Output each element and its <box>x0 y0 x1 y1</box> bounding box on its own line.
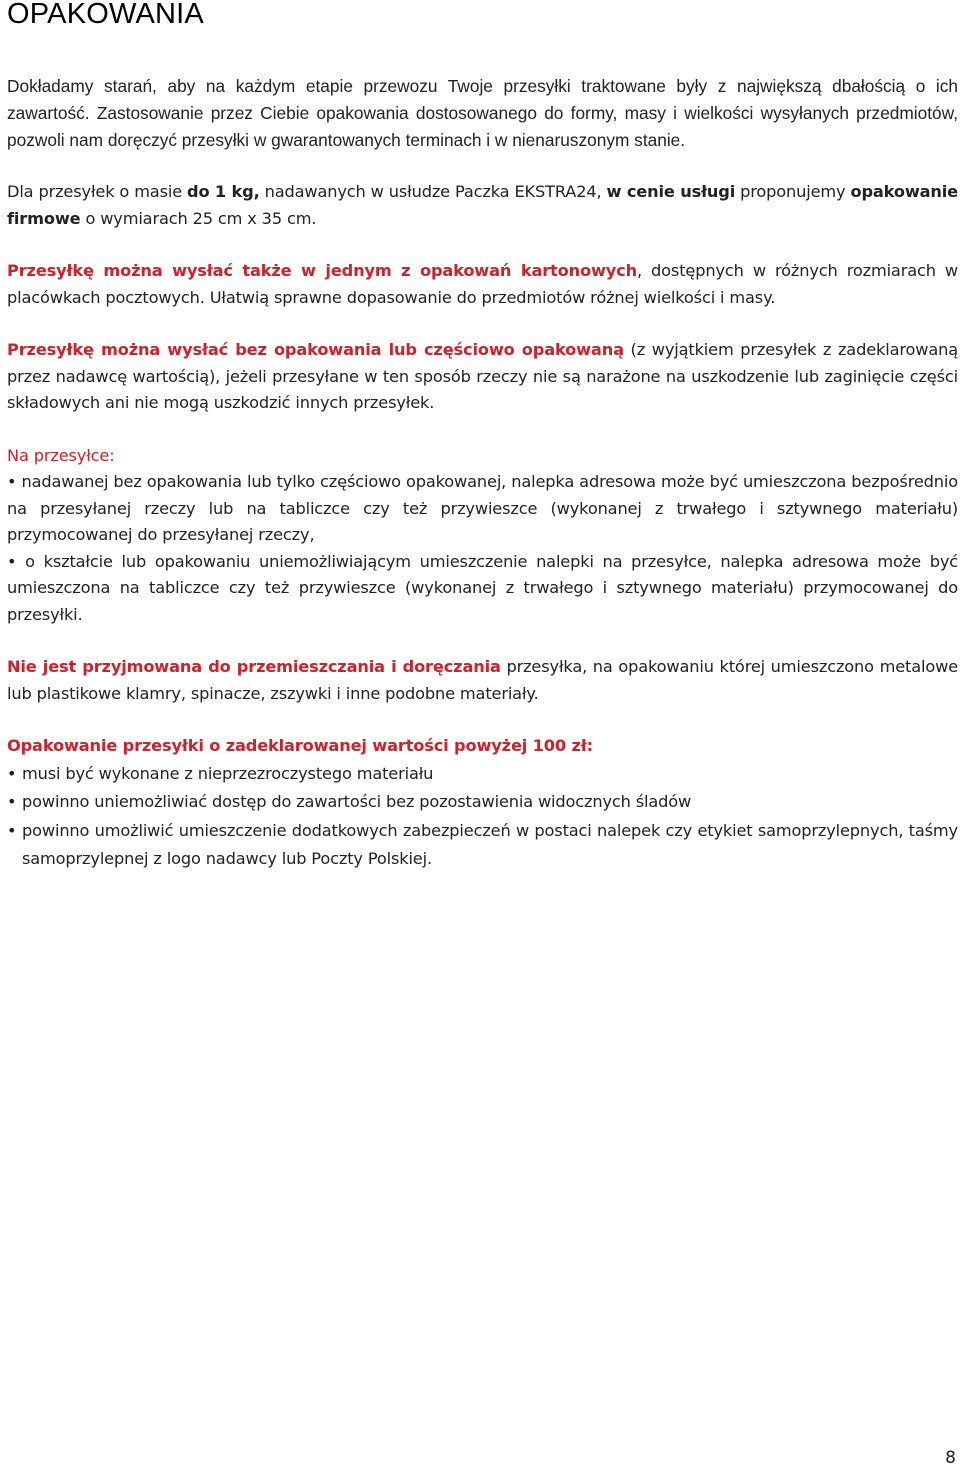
intro-paragraph: Dokładamy starań, aby na każdym etapie przewozu Twoje przesyłki traktowane były z największą dbałością o ich zawartość. Zastosowanie przez Ciebie opakowania dostosowanego do formy, masy i wielkości wysyłanych przedmiotów, pozwoli nam doręczyć przesyłki w gwarantowanych terminach i w nienaruszonym stanie. <box>7 76 958 150</box>
on-parcel-heading: Na przesyłce: <box>7 445 115 465</box>
p1-weight-limit: do 1 kg, <box>187 182 260 201</box>
p5-text: przesyłka, na opakowaniu której umieszczono metalowe lub plastikowe klamry, spinacze, zszywki i inne podobne materiały. <box>7 657 958 703</box>
p3-highlight: Przesyłkę można wysłać bez opakowania lub częściowo opakowaną <box>7 340 624 359</box>
p1-text-3: proponujemy <box>735 182 851 201</box>
page-number: 8 <box>945 1448 956 1468</box>
bullet-icon: • <box>7 820 17 840</box>
bullet-icon: • <box>7 763 17 783</box>
list-item-text: musi być wykonane z nieprzezroczystego materiału <box>22 763 434 783</box>
p1-firm-packaging: opakowanie firmowe <box>7 182 959 228</box>
list-item <box>7 817 958 874</box>
prohibited-paragraph <box>7 654 958 707</box>
declared-value-heading: Opakowanie przesyłki o zadeklarowanej wartości powyżej 100 zł: <box>7 736 593 755</box>
p1-text-1: Dla przesyłek o masie <box>7 182 188 201</box>
p1-text-2: nadawanych w usłudze Paczka EKSTRA24, <box>259 182 607 201</box>
bullet-icon: • <box>7 792 17 811</box>
p1-text-4: o wymiarach 25 cm x 35 cm. <box>80 208 317 228</box>
cardboard-packaging-paragraph <box>7 258 958 311</box>
on-parcel-item-2: • o kształcie lub opakowaniu uniemożliwiającym umieszczenie nalepki na przesyłce, nalepka adresowa może być umieszczona na tabliczce czy też przywieszce (wykonanej z trwałego i sztywnego materiału) przymocowanej do przesyłki. <box>7 551 958 624</box>
list-item-text: powinno uniemożliwiać dostęp do zawartości bez pozostawienia widocznych śladów <box>22 792 692 811</box>
firm-packaging-paragraph <box>7 179 958 232</box>
page-title: OPAKOWANIA <box>7 0 204 30</box>
list-item-text: powinno umożliwić umieszczenie dodatkowych zabezpieczeń w postaci nalepek czy etykiet samoprzylepnych, taśmy samoprzylepnej z logo nadawcy lub Poczty Polskiej. <box>22 820 958 868</box>
declared-value-list <box>7 760 958 874</box>
on-parcel-section <box>7 443 958 629</box>
list-item <box>7 788 958 817</box>
p3-text: (z wyjątkiem przesyłek z zadeklarowaną przez nadawcę wartością), jeżeli przesyłane w ten sposób rzeczy nie są narażone na uszkodzenie lub zaginięcie części składowych ani nie mogą uszkodzić innych przesyłek. <box>7 340 958 412</box>
list-item <box>7 760 958 789</box>
p2-text: , dostępnych w różnych rozmiarach w placówkach pocztowych. Ułatwią sprawne dopasowanie do przedmiotów różnej wielkości i masy. <box>7 261 958 307</box>
p5-highlight: Nie jest przyjmowana do przemieszczania i doręczania <box>7 657 501 676</box>
p1-price-note: w cenie usługi <box>606 182 736 201</box>
no-packaging-paragraph <box>7 337 958 417</box>
document-page <box>7 0 958 874</box>
on-parcel-item-1: • nadawanej bez opakowania lub tylko częściowo opakowanej, nalepka adresowa może być umieszczona bezpośrednio na przesyłanej rzeczy lub na tabliczce czy też przywieszce (wykonanej z trwałego i sztywnego materiału) przymocowanej do przesyłanej rzeczy, <box>7 472 958 544</box>
declared-value-section <box>7 733 958 874</box>
p2-highlight: Przesyłkę można wysłać także w jednym z opakowań kartonowych <box>7 261 637 280</box>
